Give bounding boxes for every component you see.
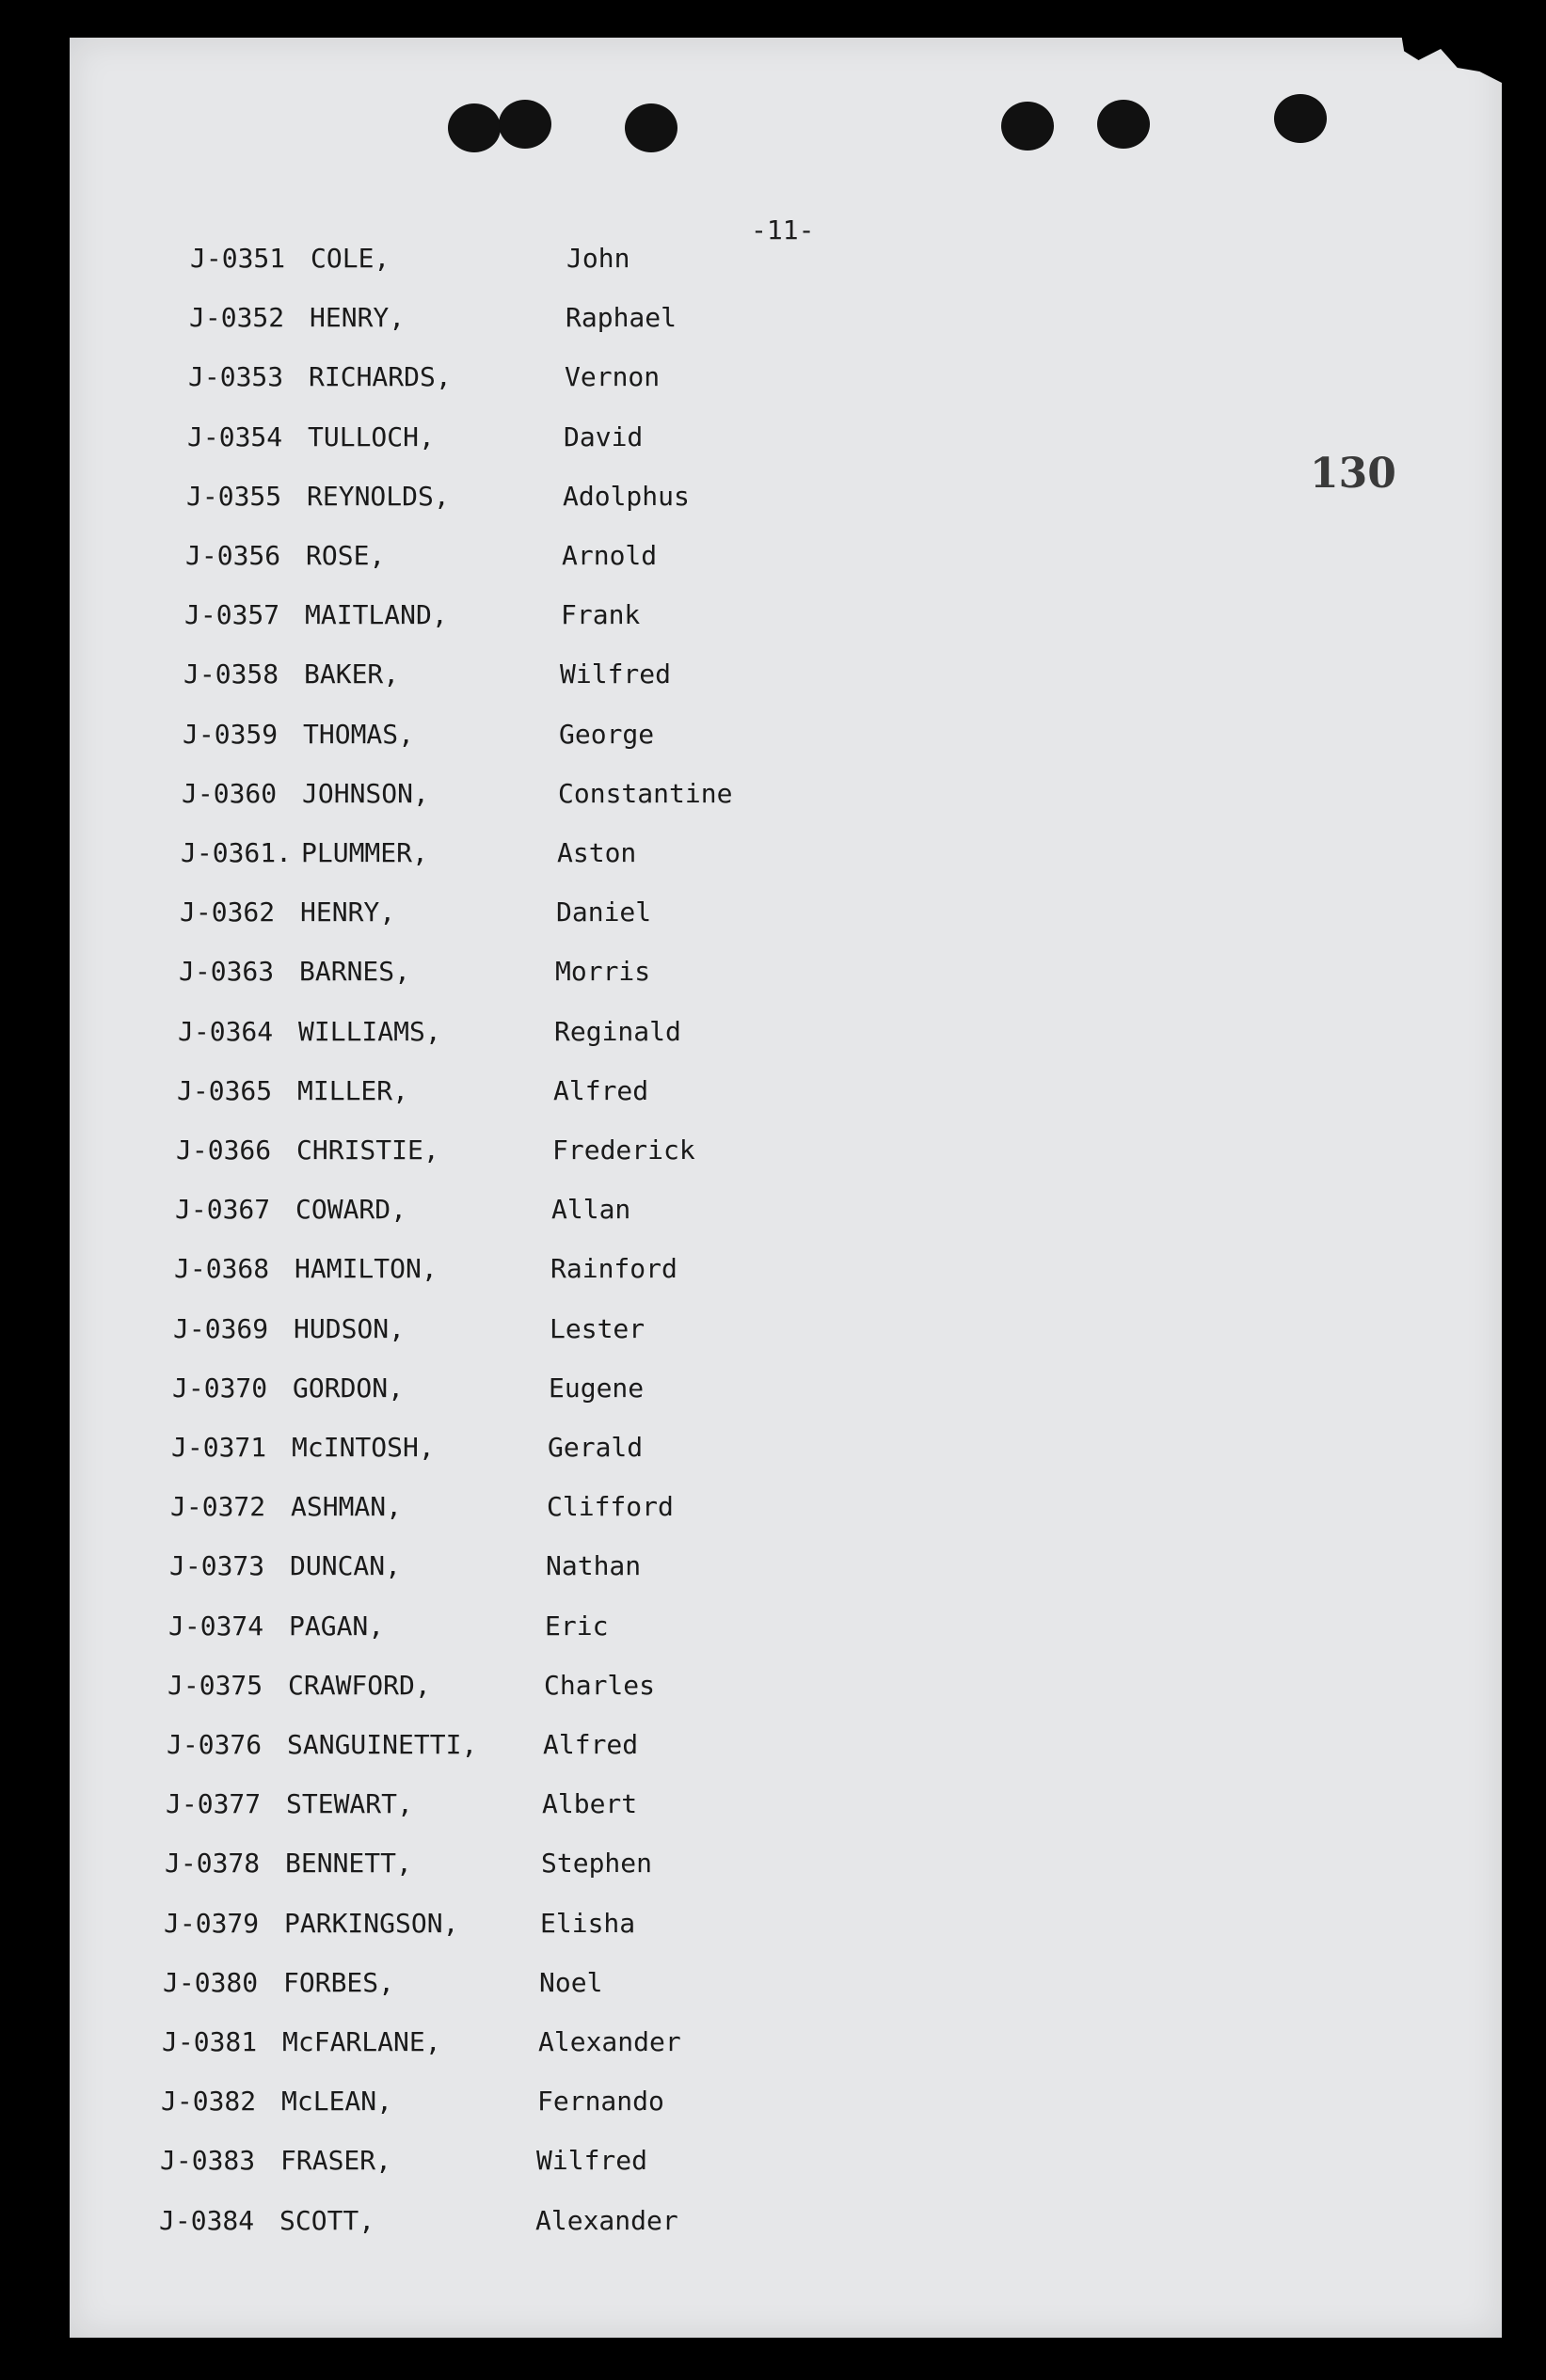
entry-last-name: TULLOCH, xyxy=(308,420,435,452)
entry-last-name: HAMILTON, xyxy=(295,1253,438,1285)
entry-last-name: McINTOSH, xyxy=(292,1432,435,1463)
entry-first-name: Gerald xyxy=(548,1432,644,1463)
entry-first-name: Alfred xyxy=(543,1729,639,1760)
entry-first-name: Albert xyxy=(542,1788,638,1820)
entry-last-name: THOMAS, xyxy=(303,718,415,750)
entry-first-name: Stephen xyxy=(541,1848,653,1880)
entry-first-name: Charles xyxy=(544,1669,656,1701)
entry-last-name: PLUMMER, xyxy=(301,837,428,868)
entry-last-name: FRASER, xyxy=(280,2145,392,2177)
entry-id: J-0376 xyxy=(167,1729,263,1760)
entry-first-name: Rainford xyxy=(550,1253,677,1285)
entry-first-name: Daniel xyxy=(556,896,652,928)
entry-last-name: CHRISTIE, xyxy=(296,1134,439,1166)
entry-last-name: PAGAN, xyxy=(289,1610,385,1642)
entry-first-name: Alexander xyxy=(538,2026,681,2057)
entry-id: J-0377 xyxy=(166,1788,262,1820)
entry-id: J-0384 xyxy=(159,2204,255,2236)
entry-last-name: RICHARDS, xyxy=(309,361,452,393)
entry-last-name: STEWART, xyxy=(286,1788,413,1820)
stamp-number: 130 xyxy=(1310,450,1396,498)
entry-id: J-0354 xyxy=(187,420,283,452)
entry-first-name: Raphael xyxy=(566,302,677,334)
entry-first-name: Wilfred xyxy=(560,658,672,690)
entry-last-name: SCOTT, xyxy=(279,2204,375,2236)
entry-id: J-0362 xyxy=(180,896,276,928)
entry-first-name: Reginald xyxy=(554,1015,681,1047)
entry-id: J-0351 xyxy=(190,243,286,274)
entry-id: J-0356 xyxy=(185,540,281,571)
entry-id: J-0381 xyxy=(162,2026,258,2057)
entry-last-name: BENNETT, xyxy=(285,1848,412,1880)
entry-id: J-0357 xyxy=(184,599,280,631)
entry-id: J-0370 xyxy=(172,1372,268,1404)
entry-first-name: Eugene xyxy=(549,1372,645,1404)
entry-first-name: Allan xyxy=(551,1194,631,1226)
entry-first-name: David xyxy=(564,420,644,452)
entry-last-name: REYNOLDS, xyxy=(307,480,450,512)
entry-last-name: DUNCAN, xyxy=(290,1550,402,1582)
entry-id: J-0364 xyxy=(178,1015,274,1047)
entry-id: J-0355 xyxy=(186,480,282,512)
entry-id: J-0373 xyxy=(169,1550,265,1582)
entry-id: J-0383 xyxy=(160,2145,256,2177)
entry-first-name: Morris xyxy=(555,956,651,988)
entry-id: J-0371 xyxy=(171,1432,267,1463)
entry-id: J-0375 xyxy=(167,1669,263,1701)
entry-last-name: HENRY, xyxy=(300,896,396,928)
punch-hole xyxy=(1097,100,1150,149)
entry-last-name: BAKER, xyxy=(304,658,400,690)
entry-last-name: ASHMAN, xyxy=(291,1491,403,1523)
entry-id: J-0367 xyxy=(175,1194,271,1226)
entry-id: J-0352 xyxy=(189,302,285,334)
entry-last-name: ROSE, xyxy=(306,540,386,571)
punch-hole xyxy=(1274,94,1327,143)
entry-last-name: McFARLANE, xyxy=(282,2026,441,2057)
entry-id: J-0380 xyxy=(163,1966,259,1998)
entry-id: J-0372 xyxy=(170,1491,266,1523)
entry-first-name: Constantine xyxy=(558,777,733,809)
punch-hole xyxy=(499,100,551,149)
entry-first-name: Clifford xyxy=(547,1491,674,1523)
entry-last-name: FORBES, xyxy=(283,1966,395,1998)
entry-id: J-0382 xyxy=(161,2086,257,2118)
entry-first-name: George xyxy=(559,718,655,750)
entry-id: J-0358 xyxy=(183,658,279,690)
entry-last-name: HENRY, xyxy=(310,302,406,334)
entry-id: J-0368 xyxy=(174,1253,270,1285)
entry-id: J-0359 xyxy=(183,718,279,750)
entry-last-name: COWARD, xyxy=(295,1194,407,1226)
entry-first-name: Alexander xyxy=(535,2204,678,2236)
entry-first-name: Lester xyxy=(550,1312,645,1344)
entry-id: J-0363 xyxy=(179,956,275,988)
entry-first-name: Nathan xyxy=(546,1550,642,1582)
entry-last-name: JOHNSON, xyxy=(302,777,429,809)
entry-id: J-0366 xyxy=(176,1134,272,1166)
entry-last-name: MAITLAND, xyxy=(305,599,448,631)
entry-id: J-0369 xyxy=(173,1312,269,1344)
entry-first-name: Fernando xyxy=(537,2086,664,2118)
entry-first-name: Vernon xyxy=(565,361,661,393)
entry-id: J-0361. xyxy=(181,837,293,868)
entry-id: J-0378 xyxy=(165,1848,261,1880)
entry-id: J-0360 xyxy=(182,777,278,809)
entry-last-name: SANGUINETTI, xyxy=(287,1729,478,1760)
entry-first-name: Arnold xyxy=(562,540,658,571)
entry-id: J-0365 xyxy=(177,1074,273,1106)
entry-last-name: GORDON, xyxy=(293,1372,405,1404)
entry-id: J-0379 xyxy=(164,1907,260,1939)
entry-last-name: McLEAN, xyxy=(281,2086,393,2118)
entry-first-name: Alfred xyxy=(553,1074,649,1106)
entry-last-name: MILLER, xyxy=(297,1074,409,1106)
entry-last-name: PARKINGSON, xyxy=(284,1907,459,1939)
punch-hole xyxy=(448,103,501,152)
entry-last-name: CRAWFORD, xyxy=(288,1669,431,1701)
entry-last-name: WILLIAMS, xyxy=(298,1015,441,1047)
entry-first-name: Wilfred xyxy=(536,2145,648,2177)
entry-last-name: COLE, xyxy=(311,243,390,274)
entry-first-name: Elisha xyxy=(540,1907,636,1939)
entry-first-name: Eric xyxy=(545,1610,609,1642)
page-number: -11- xyxy=(751,214,815,246)
entry-first-name: John xyxy=(566,243,630,274)
entry-first-name: Aston xyxy=(557,837,637,868)
entry-first-name: Frederick xyxy=(552,1134,695,1166)
punch-hole xyxy=(625,103,677,152)
entry-first-name: Frank xyxy=(561,599,641,631)
entry-id: J-0374 xyxy=(168,1610,264,1642)
entry-id: J-0353 xyxy=(188,361,284,393)
punch-hole xyxy=(1001,102,1054,151)
entry-first-name: Adolphus xyxy=(563,480,690,512)
entry-last-name: HUDSON, xyxy=(294,1312,406,1344)
entry-last-name: BARNES, xyxy=(299,956,411,988)
entry-first-name: Noel xyxy=(539,1966,603,1998)
